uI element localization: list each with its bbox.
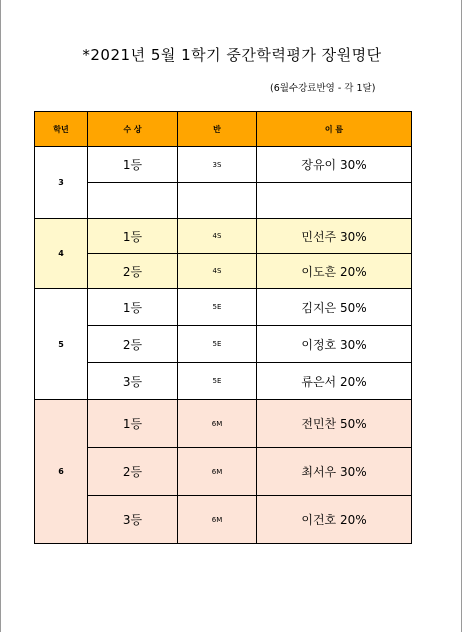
- award-cell: 1등: [88, 147, 178, 183]
- page-right-border: [461, 0, 462, 632]
- name-cell: 이도흔 20%: [257, 254, 412, 289]
- class-cell: 4S: [178, 219, 257, 254]
- award-cell: 1등: [88, 289, 178, 326]
- award-cell: 1등: [88, 219, 178, 254]
- table-row: [35, 448, 412, 496]
- document-subtitle: (6월수강료반영 - 각 1달): [270, 83, 376, 94]
- class-cell: 5E: [178, 289, 257, 326]
- name-cell: 김지은 50%: [257, 289, 412, 326]
- table-row: [35, 400, 412, 448]
- grade-cell: 3: [35, 147, 88, 219]
- header-grade: 학년: [35, 112, 88, 147]
- grade-cell: 6: [35, 400, 88, 544]
- header-class: 반: [178, 112, 257, 147]
- name-cell: 전민찬 50%: [257, 400, 412, 448]
- class-cell: 6M: [178, 448, 257, 496]
- table-row: [35, 326, 412, 363]
- award-table: [34, 111, 412, 544]
- award-cell: 2등: [88, 326, 178, 363]
- document-title: *2021년 5월 1학기 중간학력평가 장원명단: [82, 46, 382, 64]
- table-row: [35, 289, 412, 326]
- class-cell: 5E: [178, 326, 257, 363]
- name-cell: [257, 183, 412, 219]
- class-cell: [178, 183, 257, 219]
- class-cell: 5E: [178, 363, 257, 400]
- name-cell: 최서우 30%: [257, 448, 412, 496]
- table-row: [35, 219, 412, 254]
- award-cell: 2등: [88, 254, 178, 289]
- award-cell: 3등: [88, 496, 178, 544]
- award-cell: 3등: [88, 363, 178, 400]
- table-header-row: [35, 112, 412, 147]
- class-cell: 4S: [178, 254, 257, 289]
- class-cell: 3S: [178, 147, 257, 183]
- grade-cell: 5: [35, 289, 88, 400]
- grade-cell: 4: [35, 219, 88, 289]
- award-cell: 2등: [88, 448, 178, 496]
- table-row: [35, 147, 412, 183]
- name-cell: 민선주 30%: [257, 219, 412, 254]
- table-row: [35, 183, 412, 219]
- name-cell: 장유이 30%: [257, 147, 412, 183]
- name-cell: 류은서 20%: [257, 363, 412, 400]
- header-award: 수 상: [88, 112, 178, 147]
- award-cell: [88, 183, 178, 219]
- name-cell: 이정호 30%: [257, 326, 412, 363]
- table-row: [35, 363, 412, 400]
- table-row: [35, 496, 412, 544]
- page-left-border: [0, 0, 1, 632]
- table-row: [35, 254, 412, 289]
- award-cell: 1등: [88, 400, 178, 448]
- name-cell: 이건호 20%: [257, 496, 412, 544]
- class-cell: 6M: [178, 496, 257, 544]
- class-cell: 6M: [178, 400, 257, 448]
- header-name: 이 름: [257, 112, 412, 147]
